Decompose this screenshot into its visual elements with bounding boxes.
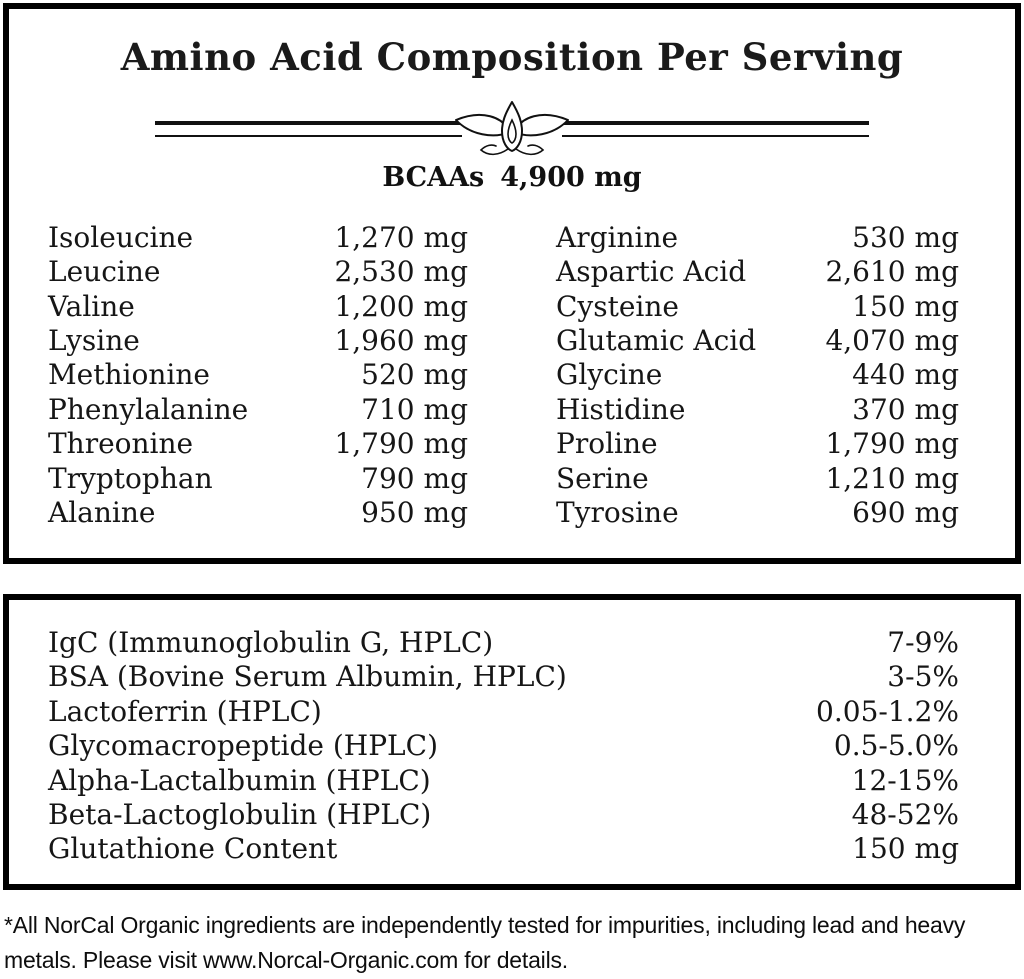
amino-value: 710 mg xyxy=(361,392,468,426)
column-gap xyxy=(468,427,556,461)
amino-name: Serine xyxy=(556,461,649,495)
protein-name: BSA (Bovine Serum Albumin, HPLC) xyxy=(48,660,567,694)
amino-value: 1,790 mg xyxy=(334,427,468,461)
amino-name: Glycine xyxy=(556,358,663,392)
amino-name: Histidine xyxy=(556,392,686,426)
divider-rule-right xyxy=(562,121,869,137)
amino-value: 1,790 mg xyxy=(825,427,959,461)
column-gap xyxy=(468,324,556,358)
amino-value: 1,270 mg xyxy=(334,220,468,254)
protein-value: 150 mg xyxy=(852,832,959,866)
protein-name: Alpha-Lactalbumin (HPLC) xyxy=(48,763,431,797)
amino-value: 790 mg xyxy=(361,461,468,495)
table-row xyxy=(48,832,959,866)
amino-name: Proline xyxy=(556,427,658,461)
amino-value: 1,200 mg xyxy=(334,289,468,323)
amino-value: 370 mg xyxy=(852,392,959,426)
amino-name: Arginine xyxy=(556,220,679,254)
protein-value: 7-9% xyxy=(887,626,959,659)
lotus-flourish-icon xyxy=(446,100,578,156)
table-row xyxy=(48,358,959,392)
footnote-line: *All NorCal Organic ingredients are independently tested for impurities, including lead and heavy xyxy=(4,912,966,938)
protein-table xyxy=(9,626,1015,867)
amino-value: 2,610 mg xyxy=(825,255,959,289)
column-gap xyxy=(468,393,556,427)
amino-name: Aspartic Acid xyxy=(556,255,747,289)
protein-value: 0.5-5.0% xyxy=(833,729,959,763)
table-row xyxy=(48,798,959,832)
column-gap xyxy=(468,462,556,496)
table-row xyxy=(48,393,959,427)
footnote-line: metals. Please visit www.Norcal-Organic.com for details. xyxy=(4,946,568,973)
amino-value: 150 mg xyxy=(852,289,959,323)
amino-value: 690 mg xyxy=(852,496,959,530)
column-gap xyxy=(468,255,556,289)
panel-title: Amino Acid Composition Per Serving xyxy=(120,35,904,79)
amino-name: Tryptophan xyxy=(48,461,213,495)
protein-value: 48-52% xyxy=(851,798,959,832)
table-row xyxy=(48,290,959,324)
amino-name: Tyrosine xyxy=(556,496,679,530)
protein-name: Glutathione Content xyxy=(48,832,338,866)
amino-value: 950 mg xyxy=(361,496,468,530)
table-row xyxy=(48,427,959,461)
amino-name: Lysine xyxy=(48,324,140,357)
table-row xyxy=(48,221,959,255)
column-gap xyxy=(468,221,556,255)
amino-table xyxy=(9,221,1015,531)
bcaa-value: 4,900 mg xyxy=(500,161,642,193)
bcaa-label: BCAAs xyxy=(382,161,485,193)
amino-name: Valine xyxy=(48,289,135,323)
column-gap xyxy=(468,496,556,530)
amino-value: 520 mg xyxy=(361,358,468,392)
divider-rule-left xyxy=(155,121,462,137)
amino-name: Cysteine xyxy=(556,289,679,323)
amino-value: 4,070 mg xyxy=(825,324,959,357)
amino-value: 1,960 mg xyxy=(334,324,468,357)
table-row xyxy=(48,660,959,694)
protein-name: IgC (Immunoglobulin G, HPLC) xyxy=(48,626,494,659)
table-row xyxy=(48,324,959,358)
table-row xyxy=(48,729,959,763)
amino-acid-panel xyxy=(3,3,1021,564)
amino-value: 440 mg xyxy=(852,358,959,392)
amino-name: Threonine xyxy=(48,427,194,461)
protein-value: 3-5% xyxy=(887,660,959,694)
protein-value: 0.05-1.2% xyxy=(816,694,959,728)
bcaa-total xyxy=(9,162,1015,193)
table-row xyxy=(48,255,959,289)
column-gap xyxy=(468,290,556,324)
table-row xyxy=(48,695,959,729)
amino-value: 1,210 mg xyxy=(825,461,959,495)
amino-name: Leucine xyxy=(48,255,161,289)
table-row xyxy=(48,462,959,496)
amino-name: Isoleucine xyxy=(48,220,194,254)
amino-name: Glutamic Acid xyxy=(556,324,757,357)
table-row xyxy=(48,496,959,530)
amino-name: Phenylalanine xyxy=(48,392,249,426)
amino-value: 2,530 mg xyxy=(334,255,468,289)
amino-value: 530 mg xyxy=(852,220,959,254)
protein-name: Beta-Lactoglobulin (HPLC) xyxy=(48,798,432,832)
ornamental-divider xyxy=(155,104,869,152)
protein-fraction-panel xyxy=(3,594,1021,890)
amino-name: Methionine xyxy=(48,358,210,392)
disclaimer-footnote xyxy=(4,908,1022,977)
column-gap xyxy=(468,358,556,392)
table-row xyxy=(48,626,959,660)
protein-name: Lactoferrin (HPLC) xyxy=(48,694,322,728)
table-row xyxy=(48,764,959,798)
protein-value: 12-15% xyxy=(851,763,959,797)
amino-name: Alanine xyxy=(48,496,156,530)
protein-name: Glycomacropeptide (HPLC) xyxy=(48,729,438,763)
